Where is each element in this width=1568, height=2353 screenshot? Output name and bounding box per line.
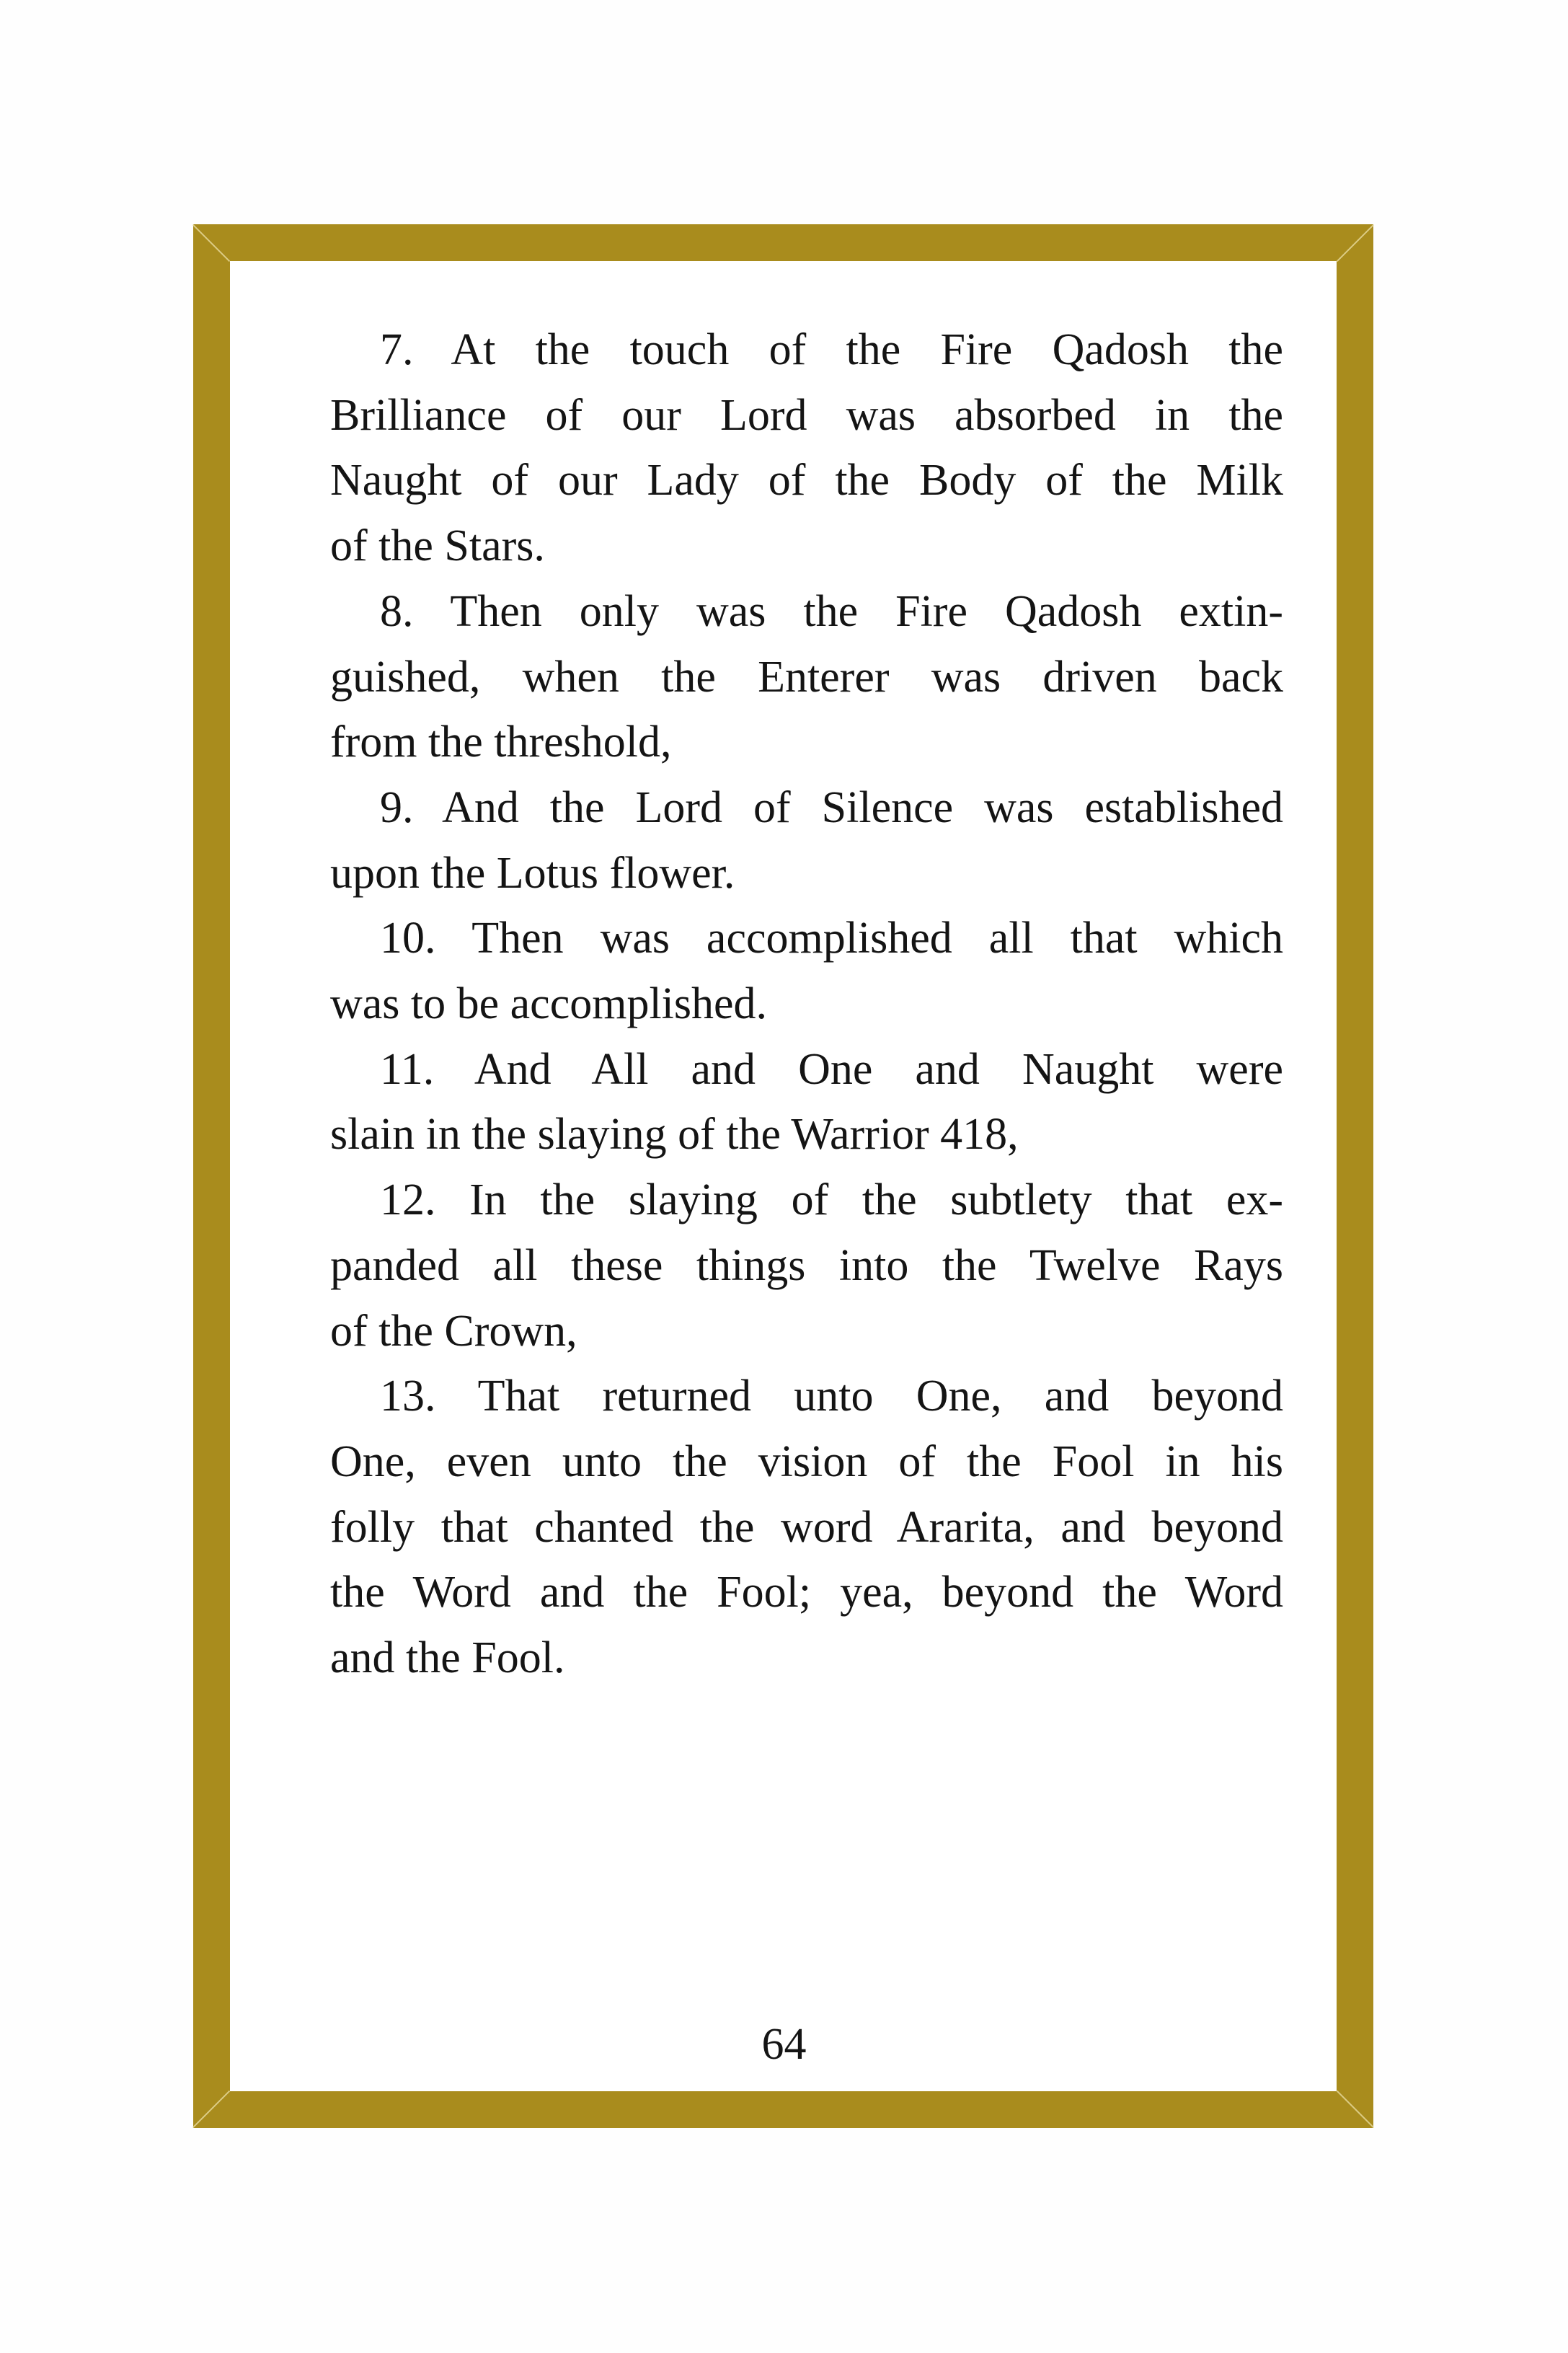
text-line: upon the Lotus flower. xyxy=(330,848,735,898)
verse-paragraph xyxy=(330,579,1283,775)
text-line: 12. In the slaying of the subtlety that ex- xyxy=(380,1175,1283,1225)
text-line: 10. Then was accomplished all that which xyxy=(380,914,1283,963)
corner-miter-top-right xyxy=(1337,224,1374,262)
verse-paragraph xyxy=(330,906,1283,1036)
corner-miter-top-left xyxy=(192,224,230,262)
text-line: of the Stars. xyxy=(330,521,545,571)
body-text xyxy=(330,317,1283,1691)
text-line: was to be accomplished. xyxy=(330,979,768,1029)
text-line: Brilliance of our Lord was absorbed in the xyxy=(330,390,1283,440)
corner-miter-bottom-right xyxy=(1337,2091,1374,2128)
text-line: of the Crown, xyxy=(330,1306,577,1356)
text-line: guished, when the Enterer was driven back xyxy=(330,652,1283,702)
text-line: Naught of our Lady of the Body of the Milk xyxy=(330,456,1283,506)
page-number: 64 xyxy=(761,2020,807,2069)
corner-miter-bottom-left xyxy=(192,2091,230,2128)
text-line: and the Fool. xyxy=(330,1633,565,1683)
text-line: 7. At the touch of the Fire Qadosh the xyxy=(380,325,1283,374)
text-line: 9. And the Lord of Silence was established xyxy=(380,782,1283,832)
text-line: 13. That returned unto One, and beyond xyxy=(380,1372,1283,1421)
text-line: folly that chanted the word Ararita, and beyond xyxy=(330,1502,1283,1552)
verse-paragraph xyxy=(330,1364,1283,1691)
text-line: 11. And All and One and Naught were xyxy=(380,1044,1283,1094)
verse-paragraph xyxy=(330,317,1283,579)
text-line: One, even unto the vision of the Fool in his xyxy=(330,1436,1283,1486)
text-line: the Word and the Fool; yea, beyond the Word xyxy=(330,1568,1283,1617)
verse-paragraph xyxy=(330,1167,1283,1364)
verse-paragraph xyxy=(330,775,1283,906)
verse-paragraph xyxy=(330,1037,1283,1167)
text-line: panded all these things into the Twelve Rays xyxy=(330,1240,1283,1290)
text-line: slain in the slaying of the Warrior 418, xyxy=(330,1110,1019,1160)
text-line: 8. Then only was the Fire Qadosh extin- xyxy=(380,586,1283,636)
text-line: from the threshold, xyxy=(330,718,672,767)
